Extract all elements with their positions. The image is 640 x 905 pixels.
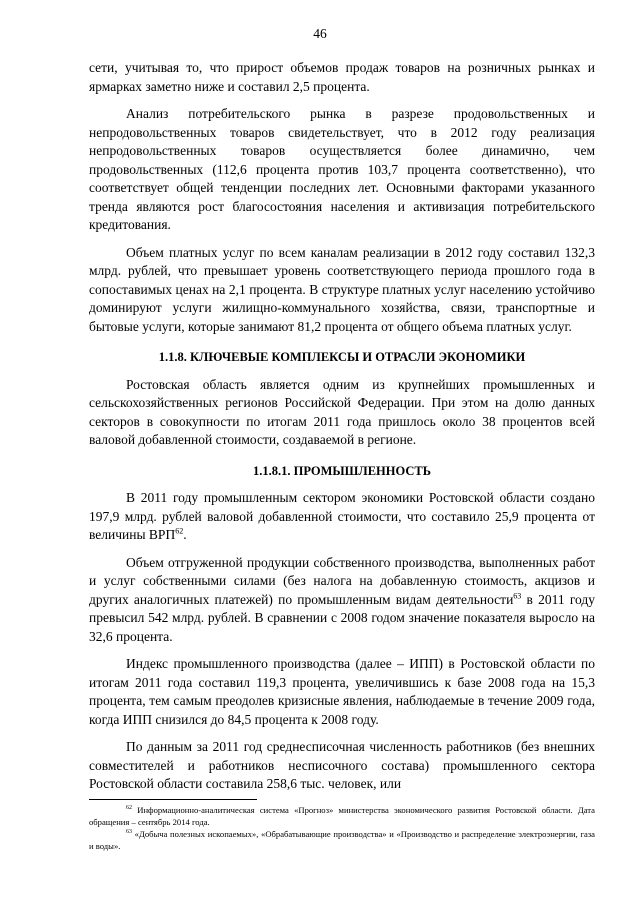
paragraph-text-end: в 2011 году превысил 542 млрд. рублей. В сравнении с 2008 годом значение показателя выросло на 32,6 процента. [89,591,595,644]
footnotes [89,805,595,853]
footnote-text: «Добыча полезных ископаемых», «Обрабатывающие производства» и «Производство и распределение электроэнергии, газа и воды». [89,829,595,851]
footnote-63 [89,829,595,852]
paragraph-production-index: Индекс промышленного производства (далее – ИПП) в Ростовской области по итогам 2011 года составил 119,3 процента, увеличившись к базе 2008 года на 15,3 процента, тем самым преодолев кризисные явления, наблюдаемые в течение 2009 года, когда ИПП снизился до 84,5 процента к 2008 году. [89,656,595,727]
footnote-ref-63: 63 [513,591,522,600]
paragraph-consumer-market: Анализ потребительского рынка в разрезе продовольственных и непродовольственных товаров свидетельствует, что в 2012 году реализация непродовольственных товаров осуществляется более динамично, чем продовольственных (112,6 процента против 103,7 процента соответственно), что соответствует общей тенденции последних лет. Основными факторами указанного тренда являются рост благосостояния населения и активизация потребительского кредитования. [89,106,595,232]
paragraph-text-end: . [183,527,187,542]
paragraph-text: Объем отгруженной продукции собственного производства, выполненных работ и услуг собственными силами (без налога на добавленную стоимость, акцизов и других аналогичных платежей) по промышленным видам деятельности [89,554,595,607]
paragraph-region-overview: Ростовская область является одним из крупнейших промышленных и сельскохозяйственных регионов Российской Федерации. При этом на долю данных секторов в совокупности по итогам 2011 года пришлось около 38 процентов всей валовой добавленной стоимости, создаваемой в регионе. [89,376,595,447]
page-number: 46 [313,26,327,41]
paragraph-employment: По данным за 2011 год среднесписочная численность работников (без внешних совместителей и работников несписочного состава) промышленного сектора Ростовской области составила 258,6 тыс. человек, или [89,739,595,791]
footnote-text: Информационно-аналитическая система «Прогноз» министерства экономического развития Ростовской области. Дата обращения – сентябрь 2014 года. [89,805,595,827]
paragraph-continuation: сети, учитывая то, что прирост объемов продаж товаров на розничных рынках и ярмарках заметно ниже и составил 2,5 процента. [89,60,595,94]
paragraph-paid-services: Объем платных услуг по всем каналам реализации в 2012 году составил 132,3 млрд. рублей, что превышает уровень соответствующего периода прошлого года в сопоставимых ценах на 2,1 процента. В структуре платных услуг населению устойчиво доминируют услуги жилищно-коммунального хозяйства, связи, транспортные и бытовые услуги, которые занимают 81,2 процента от общего объема платных услуг. [89,244,595,334]
footnote-ref-62: 62 [175,526,184,536]
footnote-separator [89,799,257,800]
footnote-number: 63 [126,829,132,836]
section-heading-industry: 1.1.8.1. ПРОМЫШЛЕННОСТЬ [252,463,432,478]
paragraph-shipped-output [89,554,595,647]
body-text [89,59,595,794]
paragraph-industry-gva [89,489,595,545]
section-heading-key-sectors: 1.1.8. КЛЮЧЕВЫЕ КОМПЛЕКСЫ И ОТРАСЛИ ЭКОНОМИКИ [158,350,526,364]
paragraph-text: В 2011 году промышленным сектором экономики Ростовской области создано 197,9 млрд. рублей валовой добавленной стоимости, что составило 25,9 процента от величины ВРП [89,490,595,542]
footnote-number: 62 [126,805,132,812]
footnote-62 [89,805,595,828]
